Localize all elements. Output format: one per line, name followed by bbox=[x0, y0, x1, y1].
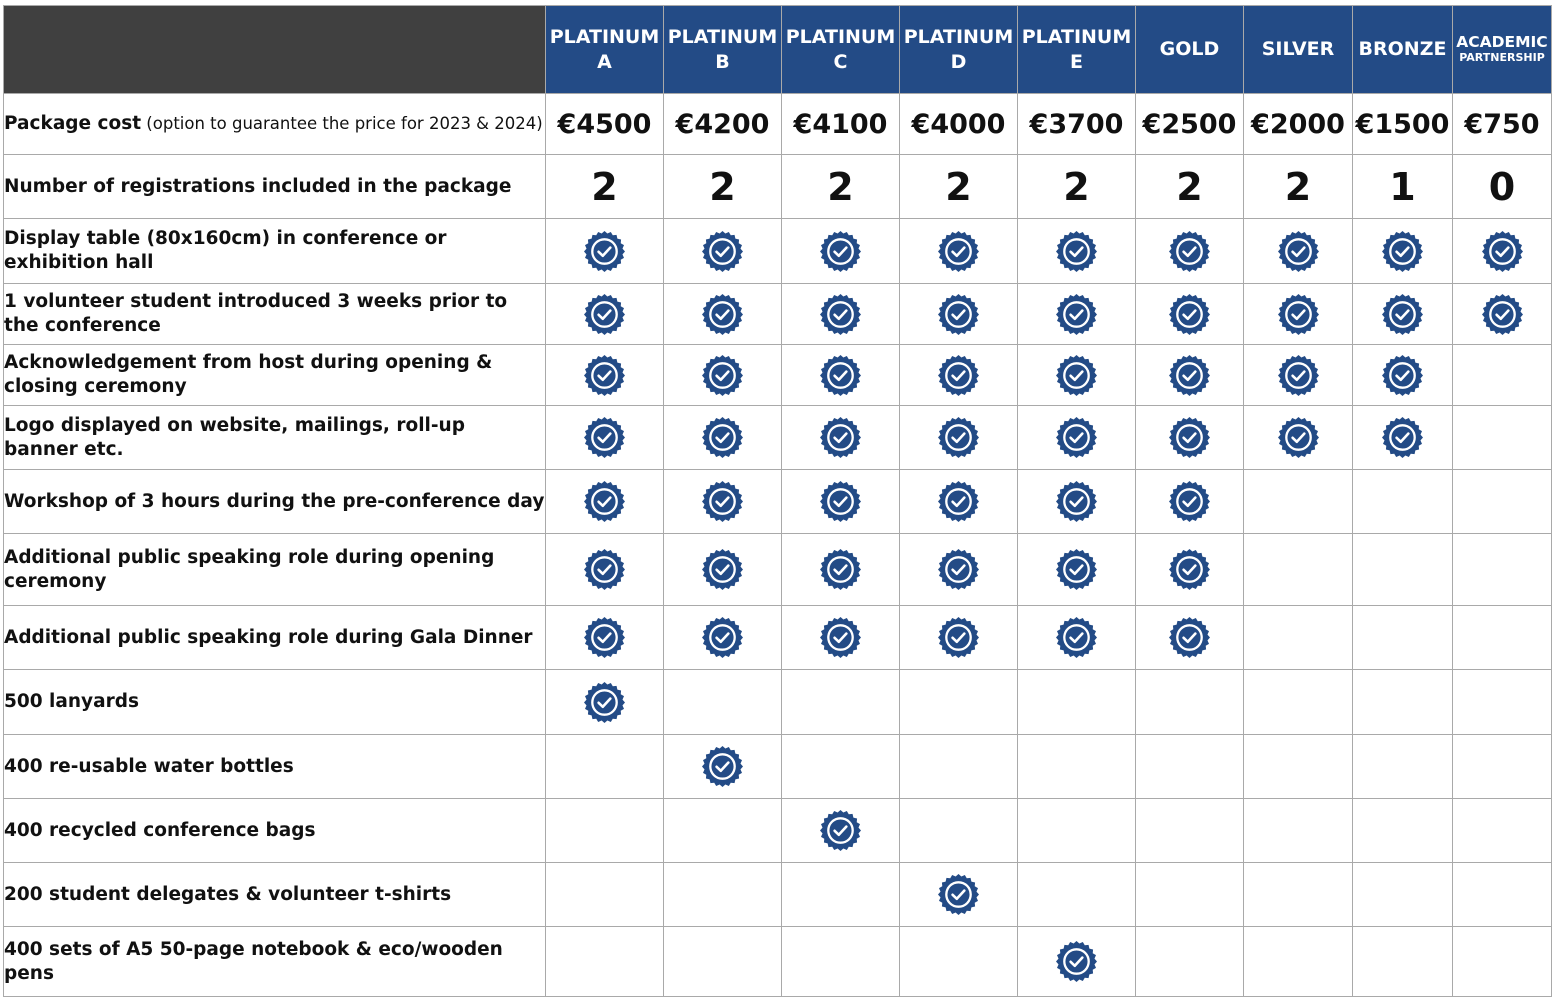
empty-cell bbox=[1353, 799, 1453, 863]
registration-count: 0 bbox=[1453, 155, 1552, 219]
included-cell bbox=[664, 735, 782, 799]
included-cell bbox=[782, 534, 900, 606]
included-cell bbox=[1136, 219, 1244, 284]
tier-name: PLATINUM bbox=[903, 25, 1014, 48]
check-badge-icon bbox=[1482, 294, 1523, 335]
row-label: 200 student delegates & volunteer t-shirts bbox=[4, 863, 546, 927]
check-badge-icon bbox=[584, 481, 625, 522]
package-price: €2500 bbox=[1136, 94, 1244, 155]
included-cell bbox=[782, 799, 900, 863]
tier-name: PLATINUM bbox=[1021, 25, 1132, 48]
check-badge-icon bbox=[1382, 355, 1423, 396]
included-cell bbox=[900, 219, 1018, 284]
included-cell bbox=[546, 406, 664, 470]
check-badge-icon bbox=[1056, 617, 1097, 658]
tier-subname: PARTNERSHIP bbox=[1459, 51, 1545, 64]
registration-count: 2 bbox=[900, 155, 1018, 219]
empty-cell bbox=[1453, 606, 1552, 670]
check-badge-icon bbox=[584, 417, 625, 458]
included-cell bbox=[664, 470, 782, 534]
tier-header bbox=[664, 6, 782, 94]
check-badge-icon bbox=[820, 294, 861, 335]
tier-name: ACADEMIC bbox=[1456, 33, 1548, 51]
package-price: €4000 bbox=[900, 94, 1018, 155]
feature-row bbox=[4, 284, 1552, 345]
tier-subname: E bbox=[1070, 50, 1083, 73]
check-badge-icon bbox=[1278, 417, 1319, 458]
row-label: Additional public speaking role during Gala Dinner bbox=[4, 606, 546, 670]
empty-cell bbox=[1353, 670, 1453, 735]
check-badge-icon bbox=[1169, 617, 1210, 658]
check-badge-icon bbox=[938, 481, 979, 522]
check-badge-icon bbox=[584, 682, 625, 723]
tier-subname: A bbox=[597, 50, 612, 73]
header-corner bbox=[4, 6, 546, 94]
check-badge-icon bbox=[702, 617, 743, 658]
check-badge-icon bbox=[1169, 294, 1210, 335]
empty-cell bbox=[782, 863, 900, 927]
empty-cell bbox=[1018, 863, 1136, 927]
tier-name: BRONZE bbox=[1358, 38, 1447, 60]
included-cell bbox=[664, 534, 782, 606]
tier-name: GOLD bbox=[1159, 38, 1220, 60]
empty-cell bbox=[1136, 799, 1244, 863]
check-badge-icon bbox=[1056, 481, 1097, 522]
check-badge-icon bbox=[1382, 231, 1423, 272]
included-cell bbox=[664, 219, 782, 284]
included-cell bbox=[1018, 534, 1136, 606]
row-label: 400 re-usable water bottles bbox=[4, 735, 546, 799]
included-cell bbox=[1136, 534, 1244, 606]
registration-count: 2 bbox=[1018, 155, 1136, 219]
empty-cell bbox=[1353, 735, 1453, 799]
check-badge-icon bbox=[938, 294, 979, 335]
header-row bbox=[4, 6, 1552, 94]
check-badge-icon bbox=[938, 355, 979, 396]
check-badge-icon bbox=[584, 294, 625, 335]
feature-row bbox=[4, 927, 1552, 997]
check-badge-icon bbox=[820, 481, 861, 522]
package-price: €3700 bbox=[1018, 94, 1136, 155]
check-badge-icon bbox=[938, 874, 979, 915]
check-badge-icon bbox=[1056, 549, 1097, 590]
included-cell bbox=[664, 606, 782, 670]
empty-cell bbox=[782, 927, 900, 997]
empty-cell bbox=[1244, 670, 1353, 735]
check-badge-icon bbox=[1169, 417, 1210, 458]
check-badge-icon bbox=[1382, 417, 1423, 458]
package-price: €4500 bbox=[546, 94, 664, 155]
empty-cell bbox=[1018, 670, 1136, 735]
check-badge-icon bbox=[1056, 417, 1097, 458]
tier-name: PLATINUM bbox=[549, 25, 660, 48]
package-price: €750 bbox=[1453, 94, 1552, 155]
included-cell bbox=[546, 284, 664, 345]
tier-subname: D bbox=[950, 50, 967, 73]
empty-cell bbox=[664, 927, 782, 997]
check-badge-icon bbox=[1169, 231, 1210, 272]
check-badge-icon bbox=[702, 481, 743, 522]
included-cell bbox=[1353, 406, 1453, 470]
row-label: Workshop of 3 hours during the pre-conference day bbox=[4, 470, 546, 534]
sponsorship-table bbox=[3, 5, 1552, 997]
check-badge-icon bbox=[1278, 294, 1319, 335]
empty-cell bbox=[782, 735, 900, 799]
feature-row bbox=[4, 606, 1552, 670]
empty-cell bbox=[1244, 799, 1353, 863]
check-badge-icon bbox=[584, 549, 625, 590]
empty-cell bbox=[1453, 927, 1552, 997]
check-badge-icon bbox=[584, 231, 625, 272]
empty-cell bbox=[1453, 470, 1552, 534]
included-cell bbox=[1136, 345, 1244, 406]
included-cell bbox=[1244, 345, 1353, 406]
check-badge-icon bbox=[1278, 231, 1319, 272]
empty-cell bbox=[664, 863, 782, 927]
check-badge-icon bbox=[820, 355, 861, 396]
check-badge-icon bbox=[938, 231, 979, 272]
included-cell bbox=[1453, 284, 1552, 345]
feature-row bbox=[4, 406, 1552, 470]
check-badge-icon bbox=[702, 417, 743, 458]
feature-row bbox=[4, 863, 1552, 927]
included-cell bbox=[1244, 284, 1353, 345]
empty-cell bbox=[1244, 863, 1353, 927]
row-label: 400 recycled conference bags bbox=[4, 799, 546, 863]
included-cell bbox=[782, 284, 900, 345]
included-cell bbox=[1453, 219, 1552, 284]
empty-cell bbox=[1353, 534, 1453, 606]
empty-cell bbox=[546, 927, 664, 997]
included-cell bbox=[1018, 927, 1136, 997]
included-cell bbox=[1353, 284, 1453, 345]
included-cell bbox=[900, 406, 1018, 470]
check-badge-icon bbox=[938, 417, 979, 458]
feature-row bbox=[4, 219, 1552, 284]
included-cell bbox=[782, 345, 900, 406]
feature-row bbox=[4, 345, 1552, 406]
empty-cell bbox=[664, 670, 782, 735]
row-label: Logo displayed on website, mailings, roll-up banner etc. bbox=[4, 406, 546, 470]
tier-name: PLATINUM bbox=[667, 25, 778, 48]
feature-row bbox=[4, 670, 1552, 735]
package-price: €2000 bbox=[1244, 94, 1353, 155]
included-cell bbox=[1018, 284, 1136, 345]
feature-row bbox=[4, 735, 1552, 799]
check-badge-icon bbox=[1169, 355, 1210, 396]
empty-cell bbox=[900, 927, 1018, 997]
included-cell bbox=[1018, 606, 1136, 670]
check-badge-icon bbox=[820, 810, 861, 851]
tier-header bbox=[1453, 6, 1552, 94]
registration-count: 2 bbox=[782, 155, 900, 219]
empty-cell bbox=[900, 799, 1018, 863]
included-cell bbox=[1018, 345, 1136, 406]
included-cell bbox=[1136, 406, 1244, 470]
empty-cell bbox=[1244, 927, 1353, 997]
included-cell bbox=[1353, 345, 1453, 406]
check-badge-icon bbox=[820, 549, 861, 590]
tier-name: PLATINUM bbox=[785, 25, 896, 48]
empty-cell bbox=[1136, 735, 1244, 799]
included-cell bbox=[1136, 284, 1244, 345]
included-cell bbox=[900, 345, 1018, 406]
empty-cell bbox=[1244, 534, 1353, 606]
empty-cell bbox=[1453, 345, 1552, 406]
included-cell bbox=[1136, 470, 1244, 534]
tier-header bbox=[1353, 6, 1453, 94]
registration-count: 2 bbox=[546, 155, 664, 219]
check-badge-icon bbox=[702, 294, 743, 335]
included-cell bbox=[1018, 470, 1136, 534]
row-label bbox=[4, 94, 546, 155]
feature-row bbox=[4, 470, 1552, 534]
check-badge-icon bbox=[584, 355, 625, 396]
tier-header bbox=[1136, 6, 1244, 94]
row-label: 400 sets of A5 50-page notebook & eco/wooden pens bbox=[4, 927, 546, 997]
tier-header bbox=[546, 6, 664, 94]
empty-cell bbox=[1453, 863, 1552, 927]
empty-cell bbox=[1353, 470, 1453, 534]
empty-cell bbox=[1453, 735, 1552, 799]
included-cell bbox=[900, 606, 1018, 670]
empty-cell bbox=[900, 735, 1018, 799]
check-badge-icon bbox=[702, 746, 743, 787]
check-badge-icon bbox=[584, 617, 625, 658]
empty-cell bbox=[1244, 470, 1353, 534]
empty-cell bbox=[1136, 863, 1244, 927]
check-badge-icon bbox=[820, 231, 861, 272]
empty-cell bbox=[546, 735, 664, 799]
check-badge-icon bbox=[1169, 481, 1210, 522]
table-body bbox=[4, 94, 1552, 997]
included-cell bbox=[1136, 606, 1244, 670]
check-badge-icon bbox=[702, 355, 743, 396]
empty-cell bbox=[1453, 799, 1552, 863]
package-price: €4100 bbox=[782, 94, 900, 155]
check-badge-icon bbox=[938, 549, 979, 590]
included-cell bbox=[900, 863, 1018, 927]
included-cell bbox=[900, 284, 1018, 345]
check-badge-icon bbox=[1056, 355, 1097, 396]
included-cell bbox=[664, 345, 782, 406]
empty-cell bbox=[1453, 670, 1552, 735]
check-badge-icon bbox=[1056, 294, 1097, 335]
tier-header bbox=[1244, 6, 1353, 94]
included-cell bbox=[1244, 406, 1353, 470]
row-label: Acknowledgement from host during opening & closing ceremony bbox=[4, 345, 546, 406]
empty-cell bbox=[1353, 927, 1453, 997]
included-cell bbox=[782, 219, 900, 284]
registration-count: 2 bbox=[664, 155, 782, 219]
included-cell bbox=[546, 345, 664, 406]
check-badge-icon bbox=[1278, 355, 1319, 396]
row-label: 1 volunteer student introduced 3 weeks prior to the conference bbox=[4, 284, 546, 345]
registration-count: 2 bbox=[1136, 155, 1244, 219]
empty-cell bbox=[782, 670, 900, 735]
tier-header bbox=[900, 6, 1018, 94]
check-badge-icon bbox=[1056, 941, 1097, 982]
row-label: 500 lanyards bbox=[4, 670, 546, 735]
check-badge-icon bbox=[1382, 294, 1423, 335]
empty-cell bbox=[664, 799, 782, 863]
empty-cell bbox=[1453, 406, 1552, 470]
tier-subname: B bbox=[715, 50, 730, 73]
package-price: €4200 bbox=[664, 94, 782, 155]
empty-cell bbox=[1353, 606, 1453, 670]
check-badge-icon bbox=[1482, 231, 1523, 272]
row-label: Display table (80x160cm) in conference or exhibition hall bbox=[4, 219, 546, 284]
empty-cell bbox=[546, 863, 664, 927]
tier-header bbox=[782, 6, 900, 94]
registration-count: 2 bbox=[1244, 155, 1353, 219]
included-cell bbox=[782, 470, 900, 534]
registrations-row bbox=[4, 155, 1552, 219]
empty-cell bbox=[1018, 799, 1136, 863]
feature-row bbox=[4, 534, 1552, 606]
included-cell bbox=[1018, 219, 1136, 284]
empty-cell bbox=[1244, 606, 1353, 670]
empty-cell bbox=[900, 670, 1018, 735]
check-badge-icon bbox=[1169, 549, 1210, 590]
included-cell bbox=[664, 406, 782, 470]
included-cell bbox=[1353, 219, 1453, 284]
check-badge-icon bbox=[702, 231, 743, 272]
row-label: Additional public speaking role during opening ceremony bbox=[4, 534, 546, 606]
row-label: Number of registrations included in the package bbox=[4, 155, 546, 219]
included-cell bbox=[782, 406, 900, 470]
included-cell bbox=[900, 534, 1018, 606]
included-cell bbox=[1244, 219, 1353, 284]
package-cost-note: (option to guarantee the price for 2023 & 2024) bbox=[141, 114, 543, 133]
empty-cell bbox=[1353, 863, 1453, 927]
empty-cell bbox=[546, 799, 664, 863]
empty-cell bbox=[1136, 670, 1244, 735]
registration-count: 1 bbox=[1353, 155, 1453, 219]
package-cost-row bbox=[4, 94, 1552, 155]
empty-cell bbox=[1018, 735, 1136, 799]
included-cell bbox=[546, 534, 664, 606]
check-badge-icon bbox=[938, 617, 979, 658]
included-cell bbox=[782, 606, 900, 670]
included-cell bbox=[664, 284, 782, 345]
empty-cell bbox=[1453, 534, 1552, 606]
included-cell bbox=[546, 670, 664, 735]
included-cell bbox=[546, 219, 664, 284]
included-cell bbox=[546, 606, 664, 670]
package-cost-label: Package cost bbox=[4, 113, 142, 134]
empty-cell bbox=[1244, 735, 1353, 799]
included-cell bbox=[900, 470, 1018, 534]
check-badge-icon bbox=[820, 417, 861, 458]
package-price: €1500 bbox=[1353, 94, 1453, 155]
check-badge-icon bbox=[820, 617, 861, 658]
included-cell bbox=[546, 470, 664, 534]
included-cell bbox=[1018, 406, 1136, 470]
check-badge-icon bbox=[702, 549, 743, 590]
tier-header bbox=[1018, 6, 1136, 94]
feature-row bbox=[4, 799, 1552, 863]
check-badge-icon bbox=[1056, 231, 1097, 272]
empty-cell bbox=[1136, 927, 1244, 997]
tier-subname: C bbox=[833, 50, 848, 73]
tier-name: SILVER bbox=[1261, 38, 1335, 60]
